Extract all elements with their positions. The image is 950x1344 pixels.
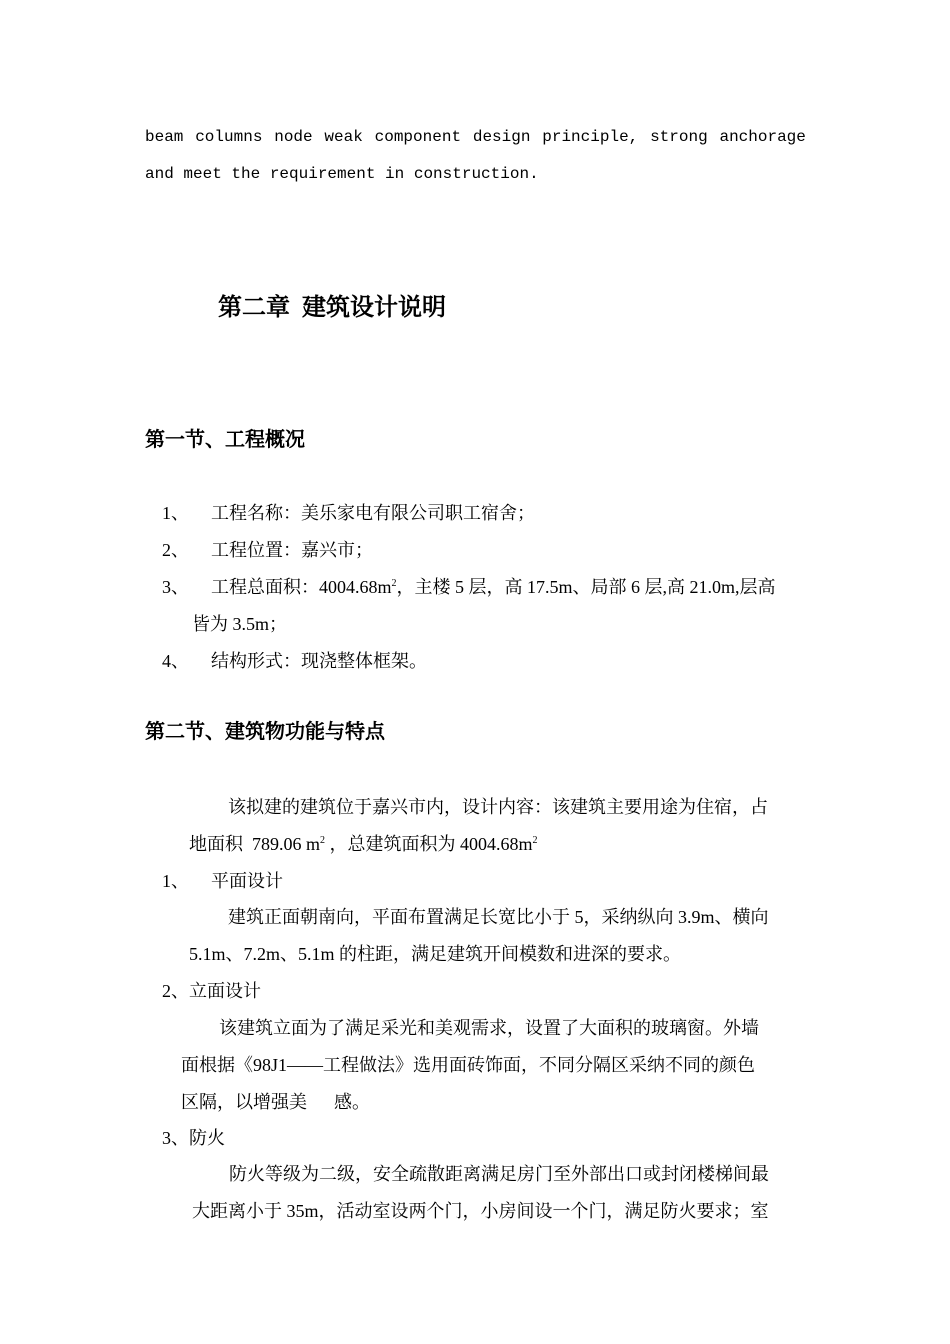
- area-text-rest: ，主楼 5 层，高 17.5m、局部 6 层,高 21.0m,层高: [396, 577, 776, 597]
- abstract-word: beam: [145, 128, 184, 146]
- superscript: 2: [391, 578, 397, 589]
- paragraph-line: 防火等级为二级，安全疏散距离满足房门至外部出口或封闭楼梯间最: [229, 1164, 769, 1184]
- paragraph-line: 该拟建的建筑位于嘉兴市内，设计内容：该建筑主要用途为住宿，占: [228, 797, 768, 817]
- subsection-title: 3、防火: [162, 1128, 225, 1148]
- paragraph-line: 5.1m、7.2m、5.1m 的柱距，满足建筑开间模数和进深的要求。: [189, 944, 682, 964]
- list-item-text: 结构形式：现浇整体框架。: [211, 651, 427, 671]
- abstract-word: principle,: [542, 128, 639, 146]
- abstract-word: strong: [650, 128, 708, 146]
- paragraph-line: 区隔，以增强美 感。: [181, 1092, 370, 1112]
- abstract-word: component: [374, 128, 462, 146]
- paragraph-line: 大距离小于 35m，活动室设两个门，小房间设一个门，满足防火要求；室: [192, 1201, 769, 1221]
- chapter-title: 第二章 建筑设计说明: [218, 295, 446, 321]
- paragraph-line: 该建筑立面为了满足采光和美观需求，设置了大面积的玻璃窗。外墙: [219, 1018, 759, 1038]
- subsection-number: 1、: [162, 871, 189, 891]
- superscript: 2: [320, 835, 326, 846]
- list-item-number: 2、: [162, 540, 189, 560]
- land-area-text: 地面积 789.06 m: [189, 834, 321, 854]
- abstract-word: anchorage: [719, 128, 806, 146]
- total-area-text: ，总建筑面积为 4004.68m: [325, 834, 533, 854]
- section-heading: 第一节、工程概况: [145, 429, 305, 451]
- list-item-continuation: 皆为 3.5m；: [192, 614, 288, 634]
- abstract-word: design: [472, 128, 531, 146]
- list-item-number: 1、: [162, 503, 189, 523]
- abstract-word: weak: [324, 128, 363, 146]
- superscript: 2: [532, 835, 538, 846]
- abstract-word: node: [274, 128, 313, 146]
- subsection-title: 平面设计: [211, 871, 283, 891]
- list-item-text: [211, 573, 776, 599]
- paragraph-line: 面根据《98J1——工程做法》选用面砖饰面，不同分隔区采纳不同的颜色: [181, 1055, 756, 1075]
- section-heading: 第二节、建筑物功能与特点: [145, 721, 385, 743]
- list-item-text: 工程名称：美乐家电有限公司职工宿舍；: [211, 503, 535, 523]
- area-text: 工程总面积：4004.68m: [211, 577, 392, 597]
- list-item-text: 工程位置：嘉兴市；: [211, 540, 373, 560]
- paragraph-line: 建筑正面朝南向，平面布置满足长宽比小于 5，采纳纵向 3.9m、横向: [228, 907, 769, 927]
- abstract-word: columns: [195, 128, 263, 146]
- abstract-line-2: and meet the requirement in construction.: [145, 165, 539, 183]
- paragraph-line: [189, 830, 538, 856]
- list-item-number: 4、: [162, 651, 189, 671]
- abstract-line-1: [145, 128, 806, 146]
- list-item-number: 3、: [162, 577, 189, 597]
- subsection-title: 2、立面设计: [162, 981, 261, 1001]
